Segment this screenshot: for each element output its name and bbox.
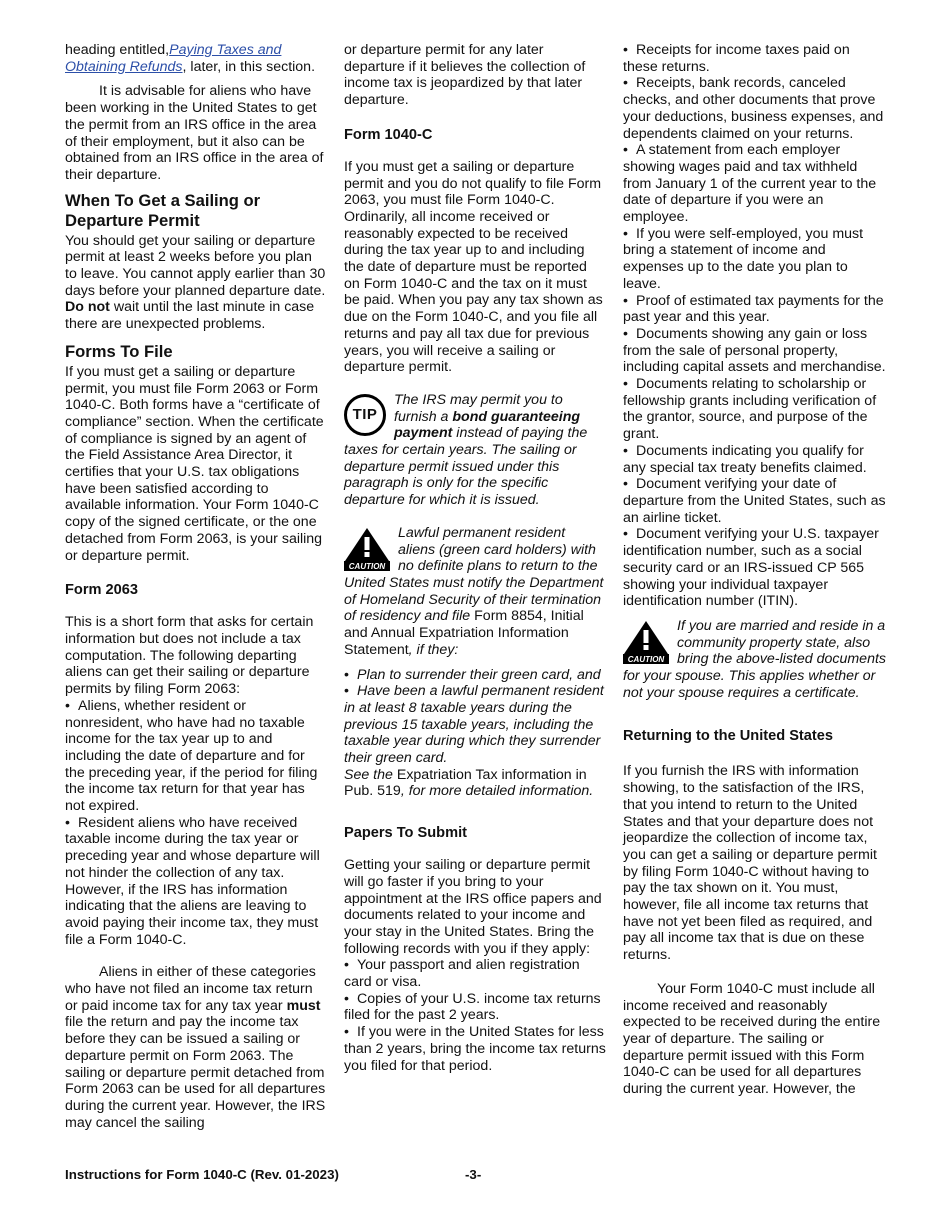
aliens-text: Aliens in either of these categories who have not filed an income tax return or paid income tax for any tax year [65, 964, 316, 1014]
caution-text: Lawful permanent resident aliens (green card holders) with no definite plans to return to the United States must notify the Department of Homeland Security of their termination of residency and file [344, 524, 604, 625]
papers-paragraph: Getting your sailing or departure permit will go faster if you bring to your appointment at the IRS office papers and documents related to your income and your stay in the United States. Bring the following records with you if they apply: [344, 857, 602, 957]
form-1040c-heading: Form 1040-C [344, 126, 433, 143]
form-2063-paragraph: This is a short form that asks for certain information but does not include a tax computation. The following departing aliens can get their sailing or departure permits by filing Form 2063: [65, 614, 314, 698]
caution-label: CAUTION [627, 654, 665, 664]
intro-text: heading entitled, [65, 42, 170, 58]
list-item: • Your passport and alien registration card or visa. [344, 957, 606, 990]
tip-text-end: instead of paying the taxes for certain years. The sailing or departure permit issued under this paragraph is only for the specific departure for which it is issued. [344, 425, 588, 509]
aliens-bold: must [286, 997, 321, 1014]
spouse-caution-note [623, 618, 888, 702]
papers-heading: Papers To Submit [344, 825, 467, 842]
column-left [65, 42, 327, 1131]
paying-taxes-link[interactable]: Paying Taxes and Obtaining Refunds [65, 42, 282, 75]
form-2063-heading: Form 2063 [65, 582, 139, 599]
list-item: • Plan to surrender their green card, and [344, 667, 606, 684]
list-item: • Have been a lawful permanent resident in at least 8 taxable years during the previous 15 taxable years, including the taxable year during which they surrender their green card. [344, 683, 606, 767]
forms-heading: Forms To File [65, 341, 173, 361]
footer-form-title: Instructions for Form 1040-C (Rev. 01-2023) [65, 1167, 339, 1182]
intro-text-end: , later, in this section. [182, 58, 316, 75]
caution-icon [344, 527, 390, 571]
list-item: • Documents showing any gain or loss from the sale of personal property, including capital assets and merchandise. [623, 326, 888, 376]
list-item: • If you were self-employed, you must bring a statement of income and expenses up to the date you plan to leave. [623, 226, 888, 293]
list-item: • Documents indicating you qualify for any special tax treaty benefits claimed. [623, 443, 888, 476]
aliens-paragraph [65, 964, 327, 1131]
list-item: • A statement from each employer showing wages paid and tax withheld from January 1 of the current year to the date of departure if you were an employee. [623, 142, 888, 226]
see-text: See the [344, 766, 397, 783]
intro-paragraph [65, 42, 327, 75]
see-text-end: , for more detailed information. [400, 783, 594, 800]
list-item: • Copies of your U.S. income tax returns filed for the past 2 years. [344, 991, 606, 1024]
column-middle [344, 42, 606, 1074]
see-reference: Expatriation Tax information in Pub. 519 [344, 766, 587, 800]
returning-paragraph: If you furnish the IRS with information showing, to the satisfaction of the IRS, that you intend to return to the United States and that your departure does not jeopardize the collection of income tax, you can get a sailing or departure permit by filing Form 1040-C without having to pay the tax shown on it. You must, however, file all income tax returns that have not yet been filed as required, and pay all income tax that is due on these returns. [623, 763, 877, 964]
tip-bold: bond guaranteeing payment [394, 408, 581, 442]
when-paragraph [65, 233, 327, 333]
caution-note [344, 525, 606, 659]
list-item: • Receipts for income taxes paid on these returns. [623, 42, 888, 75]
list-item: • Document verifying your U.S. taxpayer identification number, such as a social security card or an IRS-issued CP 565 showing your individual taxpayer identification number (ITIN). [623, 526, 888, 610]
aliens-text-end: file the return and pay the income tax before they can be issued a sailing or departure permit on Form 2063. The sailing or departure permit detached from Form 2063 can be used for all departures during the current year. However, the IRS may cancel the sailing [65, 1014, 326, 1131]
tip-icon: TIP [344, 394, 386, 436]
tip-note [344, 392, 606, 509]
footer-page-number: -3- [465, 1167, 482, 1182]
final-paragraph: Your Form 1040-C must include all income received and reasonably expected to be received during the entire year of departure. The sailing or departure permit issued with this Form 1040-C can be used for all departures during the current year. However, the [623, 980, 881, 1098]
tip-text: The IRS may permit you to furnish a [394, 391, 563, 425]
list-item: • If you were in the United States for less than 2 years, bring the income tax returns you filed for that period. [344, 1024, 606, 1074]
forms-paragraph: If you must get a sailing or departure permit, you must file Form 2063 or Form 1040-C. Both forms have a “certificate of compliance” section. When the certificate of compliance is signed by an agent of the Field Assistance Area Director, it certifies that your U.S. tax obligations have been satisfied according to available information. Your Form 1040-C copy of the signed certificate, or the one detached from Form 2063, is your sailing or departure permit. [65, 363, 324, 564]
spouse-caution-text: If you are married and reside in a community property state, also bring the above-listed documents for your spouse. This applies whether or not your spouse requires a certificate. [623, 617, 886, 701]
continuation-paragraph: or departure permit for any later departure if it believes the collection of income tax is jeopardized by that later departure. [344, 42, 586, 109]
when-text-end: wait until the last minute in case there are unexpected problems. [65, 299, 315, 333]
list-item: • Documents relating to scholarship or fellowship grants including verification of the grantor, source, and purpose of the grant. [623, 376, 888, 443]
list-item: • Receipts, bank records, canceled checks, and other documents that prove your deductions, business expenses, and dependents claimed on your returns. [623, 75, 888, 142]
column-right [623, 42, 888, 1098]
caution-text-end: , if they: [408, 641, 459, 658]
list-item: • Resident aliens who have received taxable income during the tax year or preceding year and whose departure will not hinder the collection of any tax. However, if the IRS has information indicating that the aliens are leaving to avoid paying their income tax, they must file a Form 1040-C. [65, 815, 327, 949]
list-item: • Aliens, whether resident or nonresident, who have had no taxable income for the tax year up to and including the date of departure and for the preceding year, if the period for filing the income tax return for that year has not expired. [65, 698, 327, 815]
caution-label: CAUTION [348, 561, 386, 571]
list-item: • Proof of estimated tax payments for the past year and this year. [623, 293, 888, 326]
advisable-paragraph: It is advisable for aliens who have been working in the United States to get the permit from an IRS office in the area of their employment, but it also can be obtained from an IRS office in the area of their departure. [65, 83, 324, 183]
list-item: • Document verifying your date of departure from the United States, such as an airline ticket. [623, 476, 888, 526]
when-bold: Do not [65, 299, 110, 316]
when-heading: When To Get a Sailing or Departure Permit [65, 190, 261, 230]
see-paragraph [344, 767, 606, 800]
caution-form-name: Form 8854, Initial and Annual Expatriation Information Statement [344, 608, 584, 658]
when-text: You should get your sailing or departure permit at least 2 weeks before you plan to leave. You cannot apply earlier than 30 days before your planned departure date. [65, 232, 326, 299]
caution-icon [623, 620, 669, 664]
form-1040c-paragraph: If you must get a sailing or departure permit and you do not qualify to file Form 2063, you must file Form 1040-C. Ordinarily, all income received or reasonably expected to be received during the tax year up to and including the date of departure must be reported on Form 1040-C and the tax on it must be paid. When you pay any tax shown as due on the Form 1040-C, and you file all returns and pay all tax due for previous years, you will receive a sailing or departure permit. [344, 158, 603, 376]
returning-heading: Returning to the United States [623, 728, 833, 745]
